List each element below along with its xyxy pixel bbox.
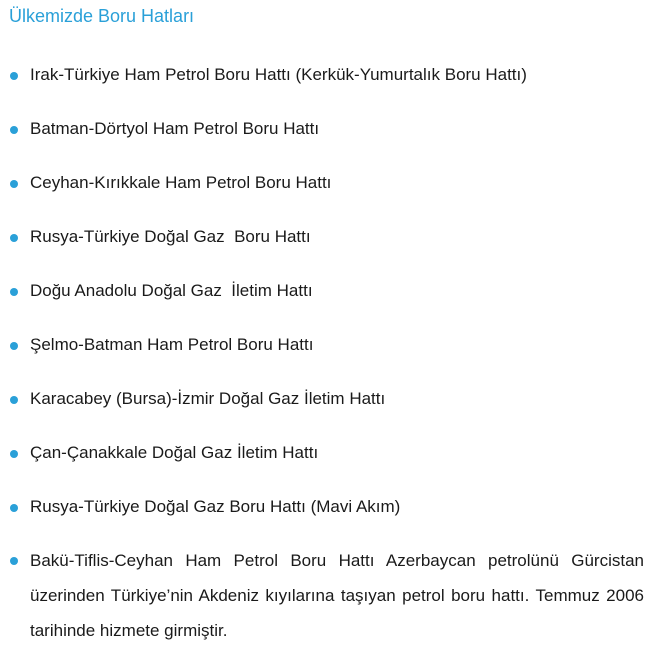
list-item-text: Rusya-Türkiye Doğal Gaz Boru Hattı (Mavi Akım) bbox=[30, 497, 401, 516]
bullet-icon bbox=[10, 342, 18, 350]
bullet-icon bbox=[10, 72, 18, 80]
bullet-icon bbox=[10, 126, 18, 134]
bullet-icon bbox=[10, 504, 18, 512]
list-item-text: Şelmo-Batman Ham Petrol Boru Hattı bbox=[30, 335, 314, 354]
list-item-text: Karacabey (Bursa)-İzmir Doğal Gaz İletim Hattı bbox=[30, 389, 386, 408]
list-item-text: Rusya-Türkiye Doğal Gaz Boru Hattı bbox=[30, 227, 311, 246]
bullet-icon bbox=[10, 234, 18, 242]
list-item-text: Batman-Dörtyol Ham Petrol Boru Hattı bbox=[30, 119, 320, 138]
bullet-icon bbox=[10, 396, 18, 404]
bullet-icon bbox=[10, 180, 18, 188]
list-item-text: Bakü-Tiflis-Ceyhan Ham Petrol Boru Hattı Azerbaycan petrolünü Gürcistan üzerinden Türkiye’nin Akdeniz kıyılarına taşıyan petrol boru hattı. Temmuz 2006 tarihinde hizmete girmiştir. bbox=[30, 551, 644, 640]
bullet-icon bbox=[10, 450, 18, 458]
list-item-text: Ceyhan-Kırıkkale Ham Petrol Boru Hattı bbox=[30, 173, 332, 192]
bullet-icon bbox=[10, 288, 18, 296]
list-item-text: Çan-Çanakkale Doğal Gaz İletim Hattı bbox=[30, 443, 319, 462]
bullet-icon bbox=[10, 557, 18, 565]
list-item-text: Doğu Anadolu Doğal Gaz İletim Hattı bbox=[30, 281, 313, 300]
page-title: Ülkemizde Boru Hatları bbox=[9, 6, 195, 26]
list-item-text: Irak-Türkiye Ham Petrol Boru Hattı (Kerkük-Yumurtalık Boru Hattı) bbox=[30, 65, 527, 84]
